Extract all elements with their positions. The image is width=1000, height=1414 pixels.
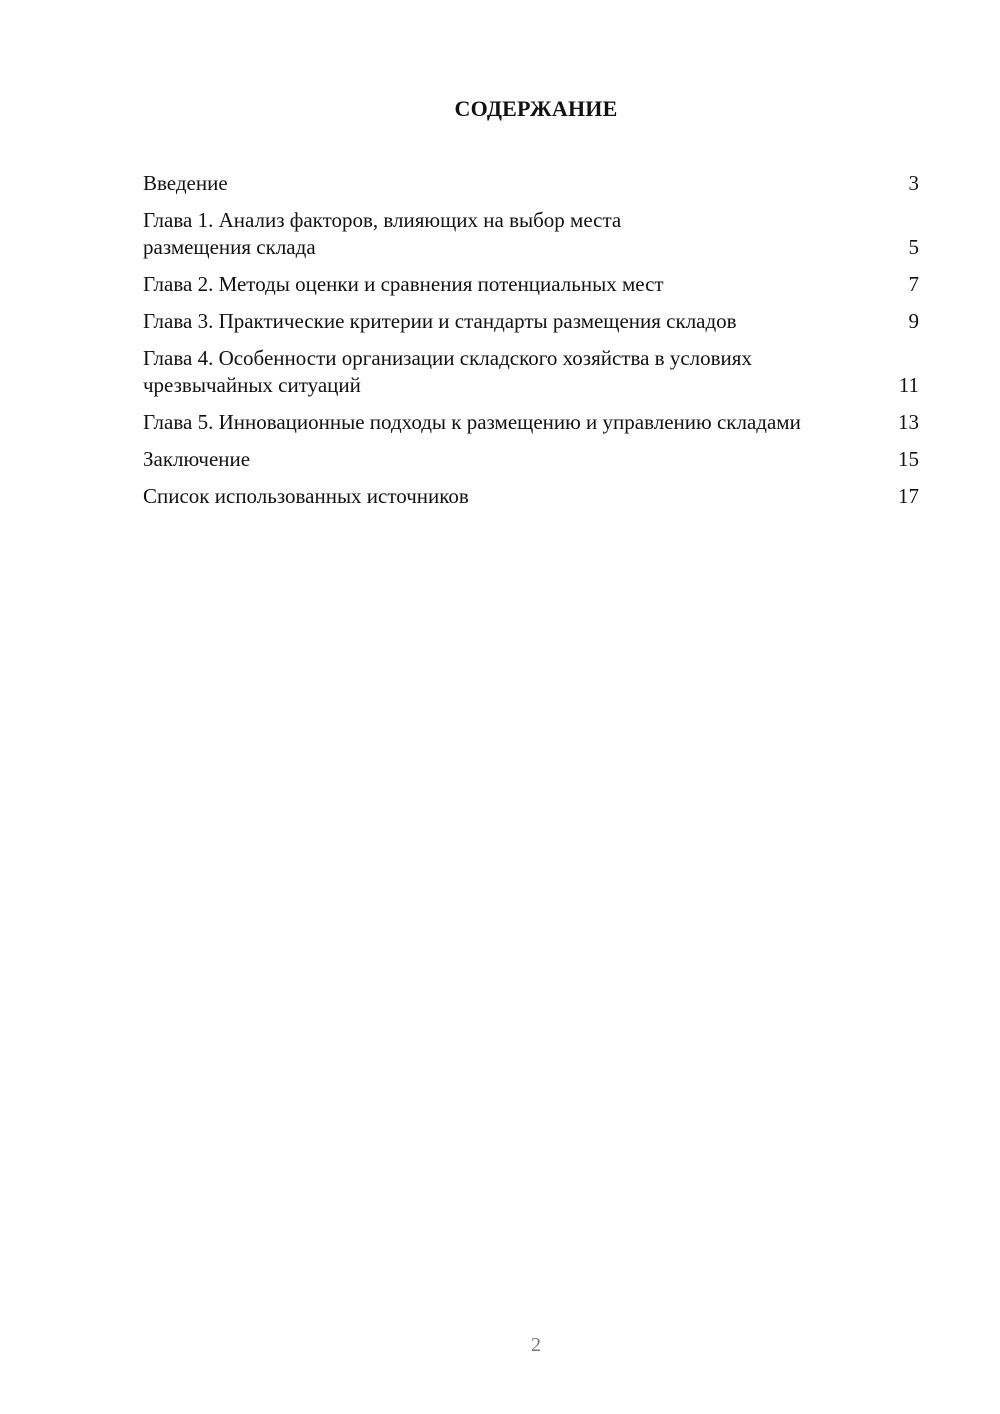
toc-entry-page-number: 5 [908,235,919,259]
toc-entry-title: Глава 3. Практические критерии и стандарты размещения складов [143,309,737,333]
toc-entry-page-number: 3 [908,171,919,195]
toc-entry-chapter-5 [143,409,919,436]
toc-entry-title: Глава 1. Анализ факторов, влияющих на выбор места размещения склада [143,208,622,259]
toc-entry-page-number: 7 [908,272,919,296]
toc-entry-page-number: 15 [898,447,919,471]
toc-entry-introduction [143,170,919,197]
toc-entry-page-number: 11 [898,373,919,397]
toc-entry-chapter-2 [143,271,919,298]
toc-entry-references [143,483,919,510]
toc-entry-page-number: 9 [908,309,919,333]
page-number: 2 [531,1334,541,1356]
toc-entry-title: Введение [143,171,228,195]
toc-entry-title: Глава 2. Методы оценки и сравнения потенциальных мест [143,272,664,296]
toc-entry-title: Глава 5. Инновационные подходы к размещению и управлению складами [143,410,801,434]
table-of-contents [143,170,919,520]
toc-entry-conclusion [143,446,919,473]
toc-entry-title: Глава 4. Особенности организации складского хозяйства в условиях чрезвычайных ситуаций [143,346,752,397]
toc-heading: СОДЕРЖАНИЕ [454,96,618,121]
toc-entry-page-number: 13 [898,410,919,434]
toc-entry-title: Заключение [143,447,251,471]
toc-entry-chapter-4 [143,345,919,399]
toc-entry-page-number: 17 [898,484,919,508]
toc-entry-chapter-1 [143,207,919,261]
toc-entry-chapter-3 [143,308,919,335]
toc-entry-title: Список использованных источников [143,484,469,508]
